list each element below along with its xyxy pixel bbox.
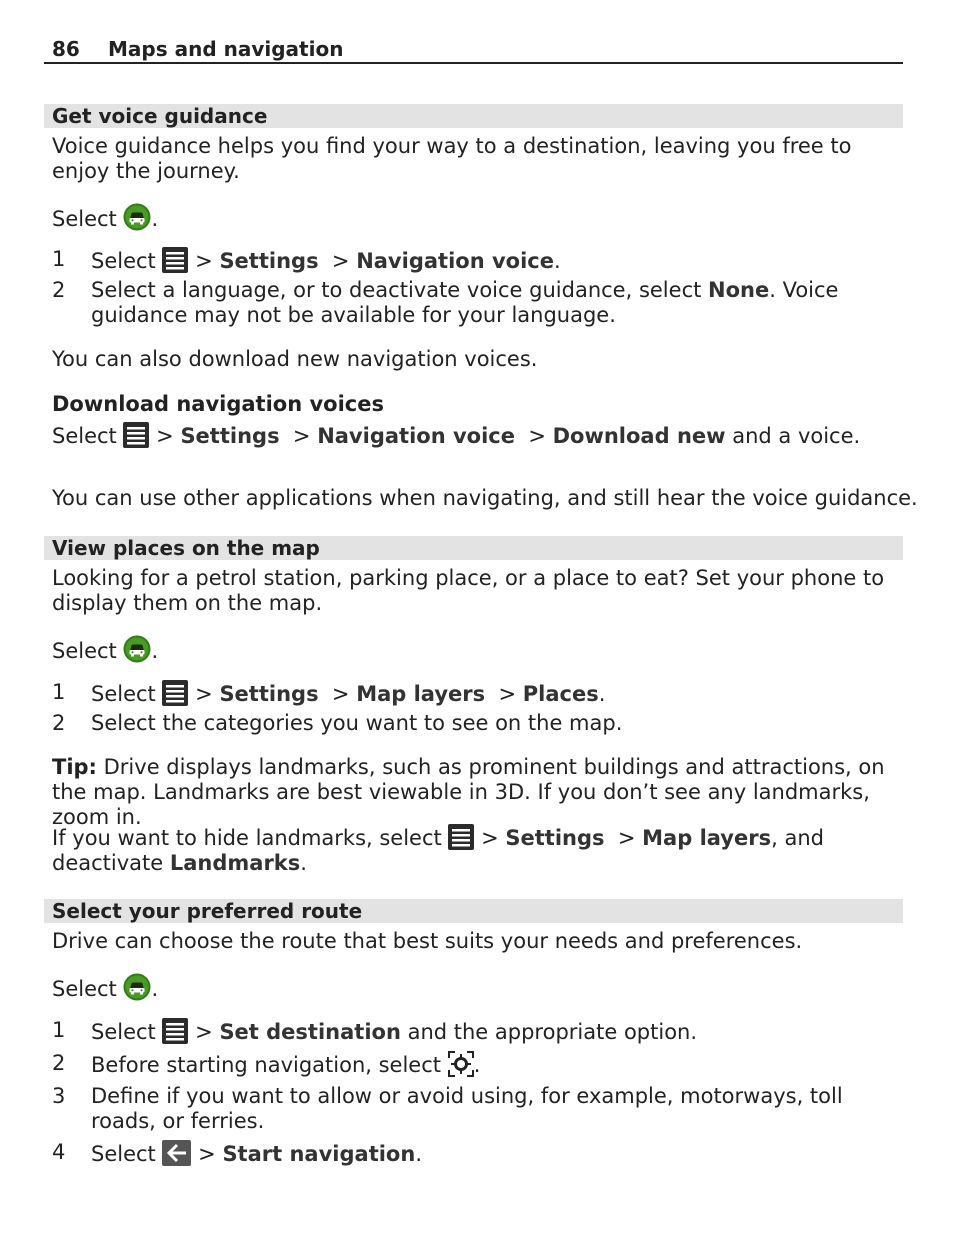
tip-label: Tip:	[52, 755, 97, 779]
car-icon	[123, 635, 151, 663]
car-icon	[123, 973, 151, 1001]
car-icon	[123, 203, 151, 231]
menu-icon	[162, 247, 188, 273]
step-number: 3	[52, 1084, 66, 1108]
list-item: Before starting navigation, select .	[91, 1053, 481, 1077]
menu-icon	[162, 1018, 188, 1044]
hide-landmarks-paragraph: If you want to hide landmarks, select > Settings > Map layers, and deactivate Landmarks.	[52, 826, 824, 875]
list-item: Select > Start navigation.	[91, 1142, 422, 1166]
select-drive-line: Select .	[52, 973, 158, 1002]
view-places-intro: Looking for a petrol station, parking place, or a place to eat? Set your phone to display them on the map.	[52, 566, 885, 615]
menu-icon	[123, 422, 149, 448]
target-icon	[448, 1051, 474, 1077]
page-header	[44, 36, 903, 64]
back-arrow-icon	[162, 1140, 191, 1166]
list-item: Select > Settings > Navigation voice.	[91, 249, 561, 273]
step-number: 2	[52, 711, 66, 735]
select-drive-line: Select .	[52, 203, 158, 232]
section-heading-view-places: View places on the map	[44, 536, 903, 560]
other-apps-note: You can use other applications when navigating, and still hear the voice guidance.	[52, 486, 918, 510]
chapter-title: Maps and navigation	[108, 37, 344, 61]
download-note: You can also download new navigation voices.	[52, 347, 538, 371]
list-item: Define if you want to allow or avoid using, for example, motorways, toll roads, or ferries.	[91, 1084, 843, 1133]
menu-icon	[448, 824, 474, 850]
list-item: Select a language, or to deactivate voice guidance, select None. Voice guidance may not be available for your language.	[91, 278, 839, 327]
page-number: 86	[52, 37, 80, 61]
voice-guidance-intro: Voice guidance helps you find your way to a destination, leaving you free to enjoy the journey.	[52, 134, 852, 183]
step-number: 2	[52, 1051, 66, 1075]
step-number: 2	[52, 278, 66, 302]
list-item: Select > Settings > Map layers > Places.	[91, 682, 606, 706]
section-heading-preferred-route: Select your preferred route	[44, 899, 903, 923]
subheading-download-voices: Download navigation voices	[52, 392, 384, 416]
menu-icon	[162, 680, 188, 706]
list-item: Select > Set destination and the appropriate option.	[91, 1020, 698, 1044]
step-number: 4	[52, 1140, 66, 1164]
download-instructions: Select > Settings > Navigation voice > Download new and a voice.	[52, 424, 861, 448]
tip-paragraph: Tip: Drive displays landmarks, such as prominent buildings and attractions, on the map. Landmarks are best viewable in 3D. If you don’t see any landmarks, zoom in.	[52, 755, 885, 829]
select-drive-line: Select .	[52, 635, 158, 664]
list-item: Select the categories you want to see on the map.	[91, 711, 623, 735]
preferred-route-intro: Drive can choose the route that best suits your needs and preferences.	[52, 929, 803, 953]
step-number: 1	[52, 247, 66, 271]
section-heading-voice-guidance: Get voice guidance	[44, 104, 903, 128]
step-number: 1	[52, 1018, 66, 1042]
step-number: 1	[52, 680, 66, 704]
